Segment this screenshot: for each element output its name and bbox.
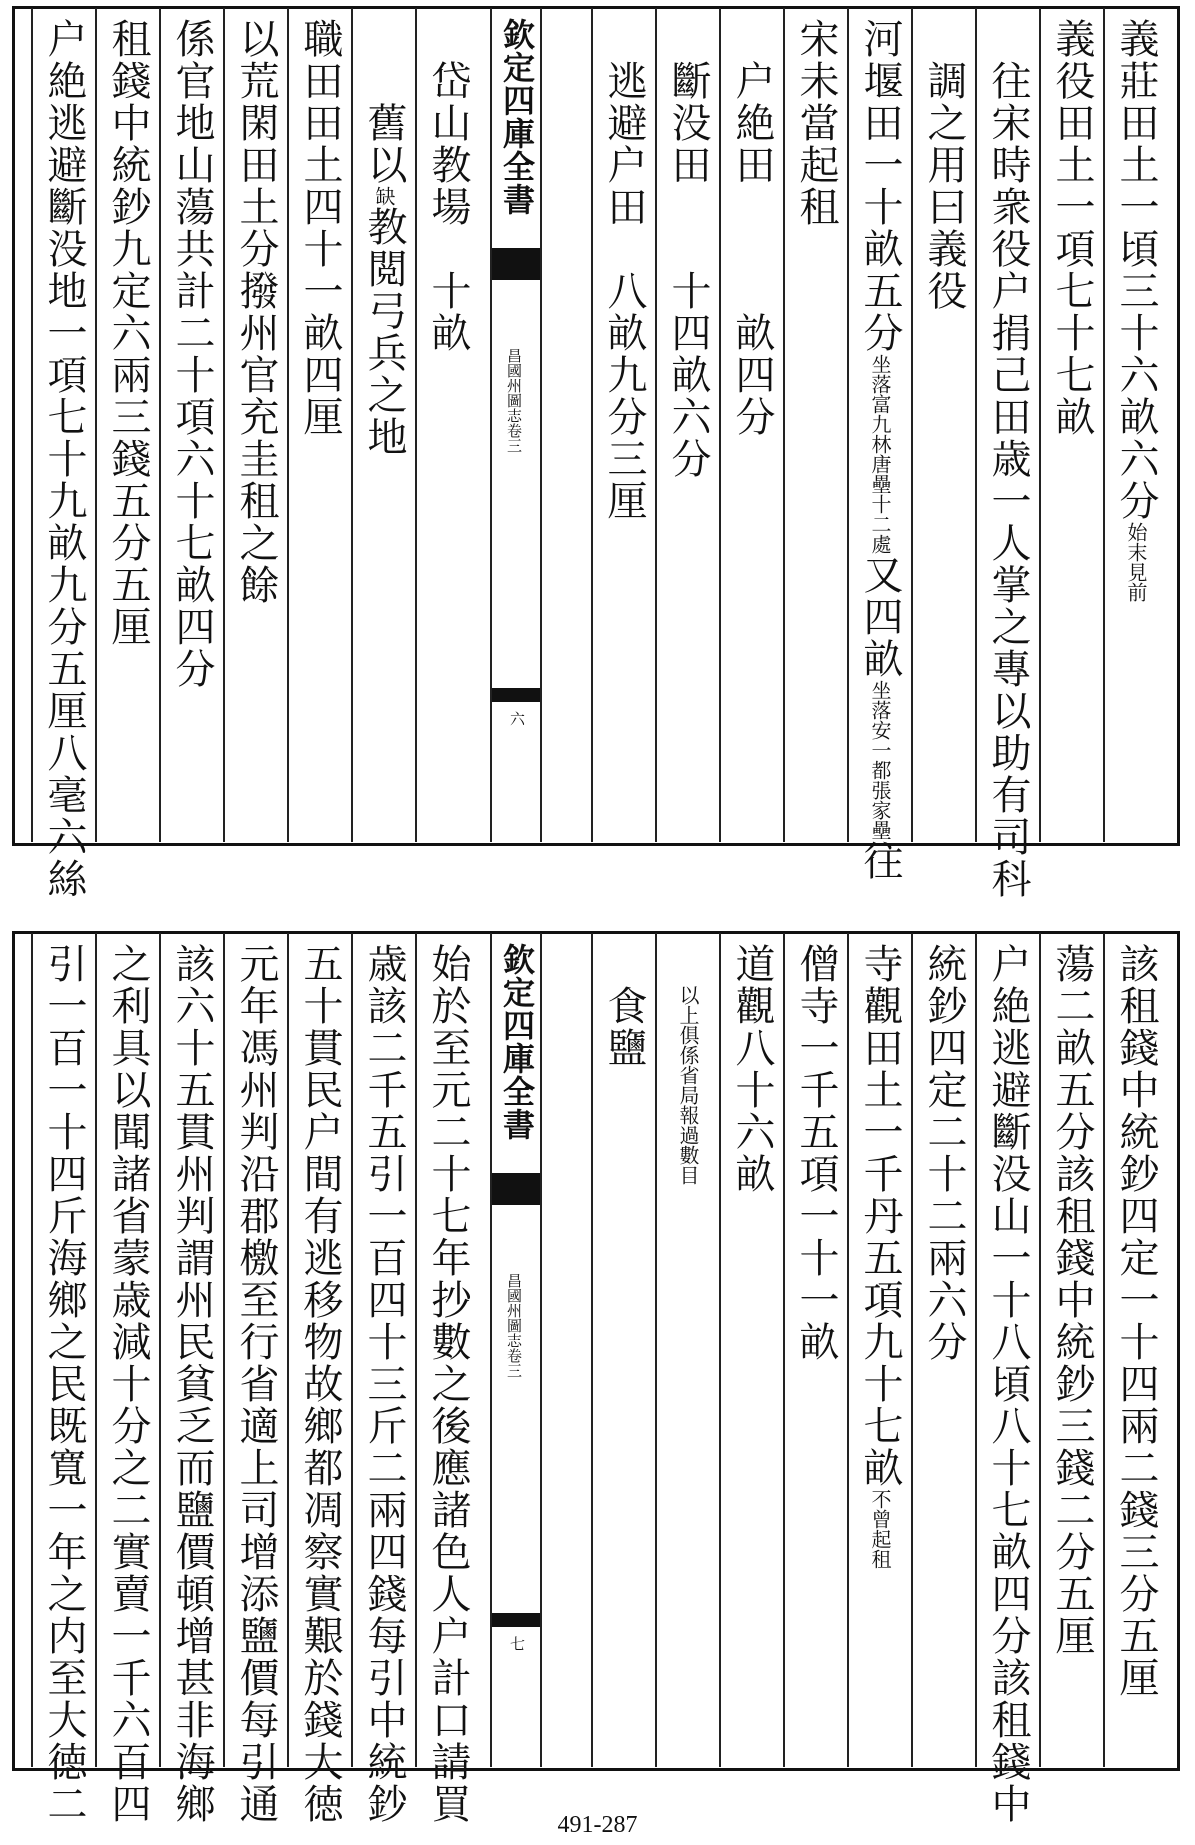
text-column xyxy=(660,943,716,1763)
column-text: 統鈔四定二十二兩六分 xyxy=(921,943,967,1363)
text-column xyxy=(228,943,284,1825)
fishtail-mark xyxy=(492,1173,540,1205)
spine-title: 欽定四庫全書 xyxy=(498,943,536,1141)
column-text: 該租錢中統鈔四定一十四兩二錢三分五厘 xyxy=(1113,943,1159,1699)
column-text: 食鹽 xyxy=(601,943,647,1069)
text-column xyxy=(916,18,972,838)
column-rule xyxy=(95,933,97,1767)
column-rule xyxy=(1103,933,1105,1767)
text-column xyxy=(788,943,844,1763)
column-text: 義役田土一項七十七畝 xyxy=(1049,18,1095,438)
text-column xyxy=(292,943,348,1825)
annotation-note: 以上俱係省局報過數目 xyxy=(676,985,700,1185)
text-column xyxy=(100,943,156,1825)
spine-subtitle: 昌國州圖志卷三 xyxy=(505,1273,523,1378)
column-rule xyxy=(415,933,417,1767)
column-text: 户絶逃避斷没地一項七十九畝九分五厘八毫六絲 xyxy=(41,18,87,900)
column-text: 始於至元二十七年抄數之後應諸色人户計口請買 xyxy=(425,943,471,1825)
column-rule xyxy=(975,8,977,842)
text-column xyxy=(980,18,1036,900)
text-column xyxy=(596,943,652,1763)
column-rule xyxy=(287,933,289,1767)
column-rule xyxy=(159,933,161,1767)
column-text: 職田田土四十一畝四厘 xyxy=(297,18,343,438)
column-rule xyxy=(975,933,977,1767)
column-text: 租錢中統鈔九定六兩三錢五分五厘 xyxy=(105,18,151,648)
text-column xyxy=(1108,18,1164,838)
column-rule xyxy=(655,8,657,842)
text-column xyxy=(1044,18,1100,838)
text-column xyxy=(100,18,156,838)
text-column xyxy=(164,18,220,838)
column-text: 往宋時衆役户捐己田歳一人掌之專以助有司科 xyxy=(985,18,1031,900)
column-text xyxy=(665,943,711,985)
text-column xyxy=(292,18,348,838)
column-rule xyxy=(223,8,225,842)
page-number: 491-287 xyxy=(557,1812,638,1838)
column-rule xyxy=(847,8,849,842)
column-rule xyxy=(287,8,289,842)
column-rule xyxy=(591,8,593,842)
text-column xyxy=(1044,943,1100,1763)
column-text: 逃避户田 八畝九分三厘 xyxy=(601,18,647,522)
column-rule xyxy=(31,933,33,1767)
annotation-note: 坐落富九林唐壘十二處 xyxy=(868,354,892,554)
column-rule xyxy=(415,8,417,842)
column-rule xyxy=(655,933,657,1767)
text-column xyxy=(420,18,476,838)
spine-column xyxy=(490,8,542,842)
spine-title: 欽定四庫全書 xyxy=(498,18,536,216)
column-text: 元年馮州判沿郡檄至行省適上司增添鹽價每引通 xyxy=(233,943,279,1825)
column-text: 宋未當起租 xyxy=(793,18,839,228)
column-rule xyxy=(1039,8,1041,842)
column-text: 義莊田土一頃三十六畝六分 xyxy=(1113,18,1159,522)
spine-subtitle: 昌國州圖志卷三 xyxy=(505,348,523,453)
annotation-note: 始末見前 xyxy=(1124,522,1148,602)
column-rule xyxy=(911,933,913,1767)
text-column xyxy=(788,18,844,838)
text-column xyxy=(36,18,92,900)
column-text: 僧寺一千五項一十一畝 xyxy=(793,943,839,1363)
column-rule xyxy=(911,8,913,842)
spine-column xyxy=(490,933,542,1767)
fishtail-mark xyxy=(492,248,540,280)
text-column xyxy=(228,18,284,838)
column-text: 以荒閑田土分撥州官充圭租之餘 xyxy=(233,18,279,606)
column-rule xyxy=(847,933,849,1767)
column-text: 係官地山蕩共計二十項六十七畝四分 xyxy=(169,18,215,690)
column-rule xyxy=(783,933,785,1767)
column-rule xyxy=(31,8,33,842)
text-column xyxy=(596,18,652,838)
text-column xyxy=(916,943,972,1763)
annotation-note: 不曾起租 xyxy=(868,1489,892,1569)
spine-leaf-number: 六 xyxy=(510,710,526,728)
column-rule xyxy=(719,8,721,842)
column-text: 該六十五貫州判謂州民貧乏而鹽價頓增甚非海鄉 xyxy=(169,943,215,1825)
top-page xyxy=(0,0,1195,900)
column-text: 斷没田 十四畝六分 xyxy=(665,18,711,480)
column-text: 調之用曰義役 xyxy=(921,18,967,312)
column-text: 户絶逃避斷没山一十八頃八十七畝四分該租錢中 xyxy=(985,943,1031,1825)
column-rule xyxy=(783,8,785,842)
annotation-note: 坐落安一都張家壘 xyxy=(868,680,892,840)
column-text: 往 xyxy=(857,840,903,882)
column-text: 歳該二千五引一百四十三斤二兩四錢每引中統鈔 xyxy=(361,943,407,1825)
column-text: 舊以 xyxy=(361,18,407,186)
fishtail-mark-lower xyxy=(492,688,540,702)
column-text: 岱山教場 十畝 xyxy=(425,18,471,354)
column-text: 道觀八十六畝 xyxy=(729,943,775,1195)
text-column xyxy=(660,18,716,838)
fishtail-mark-lower xyxy=(492,1613,540,1627)
text-column xyxy=(724,943,780,1763)
column-rule xyxy=(719,933,721,1767)
annotation-note: 缺 xyxy=(372,186,396,206)
column-rule xyxy=(1039,933,1041,1767)
column-text: 教閲弓兵之地 xyxy=(361,206,407,458)
column-text: 又四畝 xyxy=(857,554,903,680)
column-rule xyxy=(95,8,97,842)
column-text: 户絶田 畝四分 xyxy=(729,18,775,438)
text-column xyxy=(852,18,908,882)
column-text: 寺觀田土一千丹五項九十七畝 xyxy=(857,943,903,1489)
text-column xyxy=(356,943,412,1825)
column-rule xyxy=(159,8,161,842)
column-text: 引一百一十四斤海鄉之民既寬一年之内至大徳二 xyxy=(41,943,87,1825)
column-text: 之利具以聞諸省蒙歳減十分之二實賣一千六百四 xyxy=(105,943,151,1825)
column-text: 河堰田一十畝五分 xyxy=(857,18,903,354)
text-column xyxy=(420,943,476,1825)
column-text: 蕩二畝五分該租錢中統鈔三錢二分五厘 xyxy=(1049,943,1095,1657)
column-rule xyxy=(1103,8,1105,842)
spine-leaf-number: 七 xyxy=(510,1635,526,1653)
text-column xyxy=(724,18,780,838)
text-column xyxy=(852,943,908,1763)
column-rule xyxy=(351,933,353,1767)
text-column xyxy=(980,943,1036,1825)
text-column xyxy=(1108,943,1164,1763)
column-rule xyxy=(351,8,353,842)
column-text: 五十貫民户間有逃移物故鄉都凋察實艱於錢大徳 xyxy=(297,943,343,1825)
column-rule xyxy=(591,933,593,1767)
text-column xyxy=(164,943,220,1825)
text-column xyxy=(356,18,412,838)
column-rule xyxy=(223,933,225,1767)
text-column xyxy=(36,943,92,1825)
